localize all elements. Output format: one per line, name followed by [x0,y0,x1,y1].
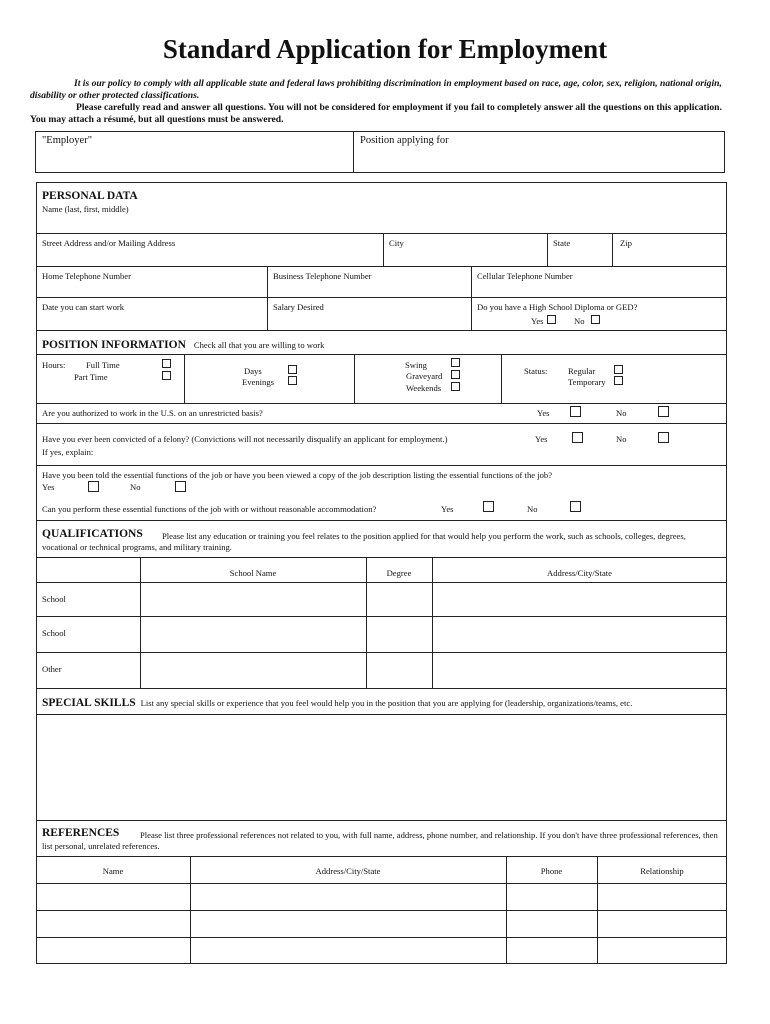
reference-address-header: Address/City/State [315,866,381,876]
temporary-checkbox[interactable] [614,376,623,385]
evenings-checkbox[interactable] [288,376,297,385]
address-header: Address/City/State [547,568,612,578]
qual-row-label: Other [42,664,62,674]
reference-1-phone-field[interactable] [509,886,594,906]
personal-data-heading: PERSONAL DATA [42,190,138,202]
reference-phone-header: Phone [540,866,563,876]
regular-checkbox[interactable] [614,365,623,374]
swing-label: Swing [405,360,427,370]
graveyard-checkbox[interactable] [451,370,460,379]
school-1-address-field[interactable] [435,585,723,613]
position-applying-label: Position applying for [360,135,449,146]
special-skills-field[interactable] [40,718,722,816]
reference-1-address-field[interactable] [193,886,503,906]
reference-1-name-field[interactable] [39,886,187,906]
qual-row-label: School [42,594,66,604]
regular-label: Regular [568,366,596,376]
hours-label: Hours: [42,360,66,370]
name-field[interactable] [40,214,720,232]
authorized-yes-label: Yes [537,408,550,418]
temporary-label: Temporary [568,377,606,387]
reference-1-relationship-field[interactable] [600,886,723,906]
full-time-checkbox[interactable] [162,359,171,368]
authorized-question: Are you authorized to work in the U.S. on an unrestricted basis? [42,408,263,418]
reference-3-address-field[interactable] [193,940,503,961]
city-label: City [389,238,404,248]
employer-label: "Employer" [42,135,92,146]
diploma-no-label: No [574,316,585,326]
perform-no-checkbox[interactable] [570,501,581,512]
felony-yes-checkbox[interactable] [572,432,583,443]
reference-name-header: Name [102,866,124,876]
school-2-name-field[interactable] [143,619,363,649]
reference-2-relationship-field[interactable] [600,913,723,933]
street-field[interactable] [40,248,380,264]
business-phone-label: Business Telephone Number [273,271,372,281]
qual-row-label: School [42,628,66,638]
diploma-yes-label: Yes [531,316,544,326]
home-phone-field[interactable] [40,281,264,296]
start-date-field[interactable] [40,312,264,328]
essential-yes-label: Yes [42,482,55,492]
school-2-address-field[interactable] [435,619,723,649]
perform-question: Can you perform these essential functions of the job with or without reasonable accommodation? [42,504,377,514]
reference-3-name-field[interactable] [39,940,187,961]
essential-no-label: No [130,482,141,492]
felony-explain-field[interactable] [110,445,720,459]
references-heading: REFERENCES [42,827,120,839]
business-phone-field[interactable] [270,281,468,296]
salary-label: Salary Desired [273,302,324,312]
essential-yes-checkbox[interactable] [88,481,99,492]
special-skills-heading: SPECIAL SKILLS List any special skills or experience that you feel would help you in the position that you are applying for (leadership, organizations/teams, etc. [42,697,633,709]
degree-header: Degree [386,568,412,578]
full-time-label: Full Time [86,360,120,370]
street-label: Street Address and/or Mailing Address [42,238,176,248]
reference-2-address-field[interactable] [193,913,503,933]
state-label: State [553,238,571,248]
perform-yes-label: Yes [441,504,454,514]
part-time-label: Part Time [74,372,108,382]
school-2-degree-field[interactable] [369,619,429,649]
school-name-header: School Name [229,568,277,578]
felony-no-checkbox[interactable] [658,432,669,443]
days-checkbox[interactable] [288,365,297,374]
perform-yes-checkbox[interactable] [483,501,494,512]
weekends-label: Weekends [406,383,442,393]
zip-label: Zip [620,238,632,248]
authorized-no-checkbox[interactable] [658,406,669,417]
cell-phone-field[interactable] [474,281,723,296]
city-field[interactable] [386,248,544,264]
reference-2-name-field[interactable] [39,913,187,933]
evenings-label: Evenings [242,377,274,387]
other-address-field[interactable] [435,655,723,685]
status-label: Status: [524,366,548,376]
graveyard-label: Graveyard [406,371,443,381]
school-1-degree-field[interactable] [369,585,429,613]
reference-relationship-header: Relationship [640,866,684,876]
diploma-no-checkbox[interactable] [591,315,600,324]
reference-2-phone-field[interactable] [509,913,594,933]
start-date-label: Date you can start work [42,302,125,312]
perform-no-label: No [527,504,538,514]
policy-statement: It is our policy to comply with all applicable state and federal laws prohibiting discrimination in employment based on race, age, color, sex, religion, national origin, disability or other protected classifications. [30,78,722,101]
part-time-checkbox[interactable] [162,371,171,380]
felony-question: Have you ever been convicted of a felony? (Convictions will not necessarily disqualify an applicant for employment.) [42,434,448,444]
state-field[interactable] [550,248,609,264]
qualifications-instruction: Please list any education or training you feel relates to the position applied for that would help you perform the work, such as schools, colleges, degrees, vocational or technical programs, and military training. [42,531,686,552]
page-title: Standard Application for Employment [162,34,608,64]
salary-field[interactable] [270,312,468,328]
home-phone-label: Home Telephone Number [42,271,131,281]
instructions-statement: Please carefully read and answer all questions. You will not be considered for employment if you fail to completely answer all the questions on this application. You may attach a résumé, but all questions must be answered. [30,102,722,125]
explain-label: If yes, explain: [42,447,94,457]
authorized-no-label: No [616,408,627,418]
weekends-checkbox[interactable] [451,382,460,391]
other-name-field[interactable] [143,655,363,685]
zip-field[interactable] [615,248,723,264]
reference-3-relationship-field[interactable] [600,940,723,961]
days-label: Days [244,366,262,376]
essential-functions-question: Have you been told the essential functions of the job or have you been viewed a copy of the job description listing the essential functions of the job? [42,470,553,480]
swing-checkbox[interactable] [451,358,460,367]
employer-field[interactable] [40,148,350,170]
authorized-yes-checkbox[interactable] [570,406,581,417]
position-info-heading: POSITION INFORMATION Check all that you are willing to work [42,339,325,351]
position-applying-field[interactable] [358,148,721,170]
felony-no-label: No [616,434,627,444]
name-label: Name (last, first, middle) [42,204,129,214]
diploma-yes-checkbox[interactable] [547,315,556,324]
other-degree-field[interactable] [369,655,429,685]
reference-3-phone-field[interactable] [509,940,594,961]
cell-phone-label: Cellular Telephone Number [477,271,573,281]
references-instruction: Please list three professional references not related to you, with full name, address, phone number, and relationship. If you don't have three professional references, then list personal, unrelated references. [42,830,718,851]
essential-no-checkbox[interactable] [175,481,186,492]
felony-yes-label: Yes [535,434,548,444]
qualifications-heading: QUALIFICATIONS [42,528,143,540]
diploma-question: Do you have a High School Diploma or GED? [477,302,638,312]
school-1-name-field[interactable] [143,585,363,613]
